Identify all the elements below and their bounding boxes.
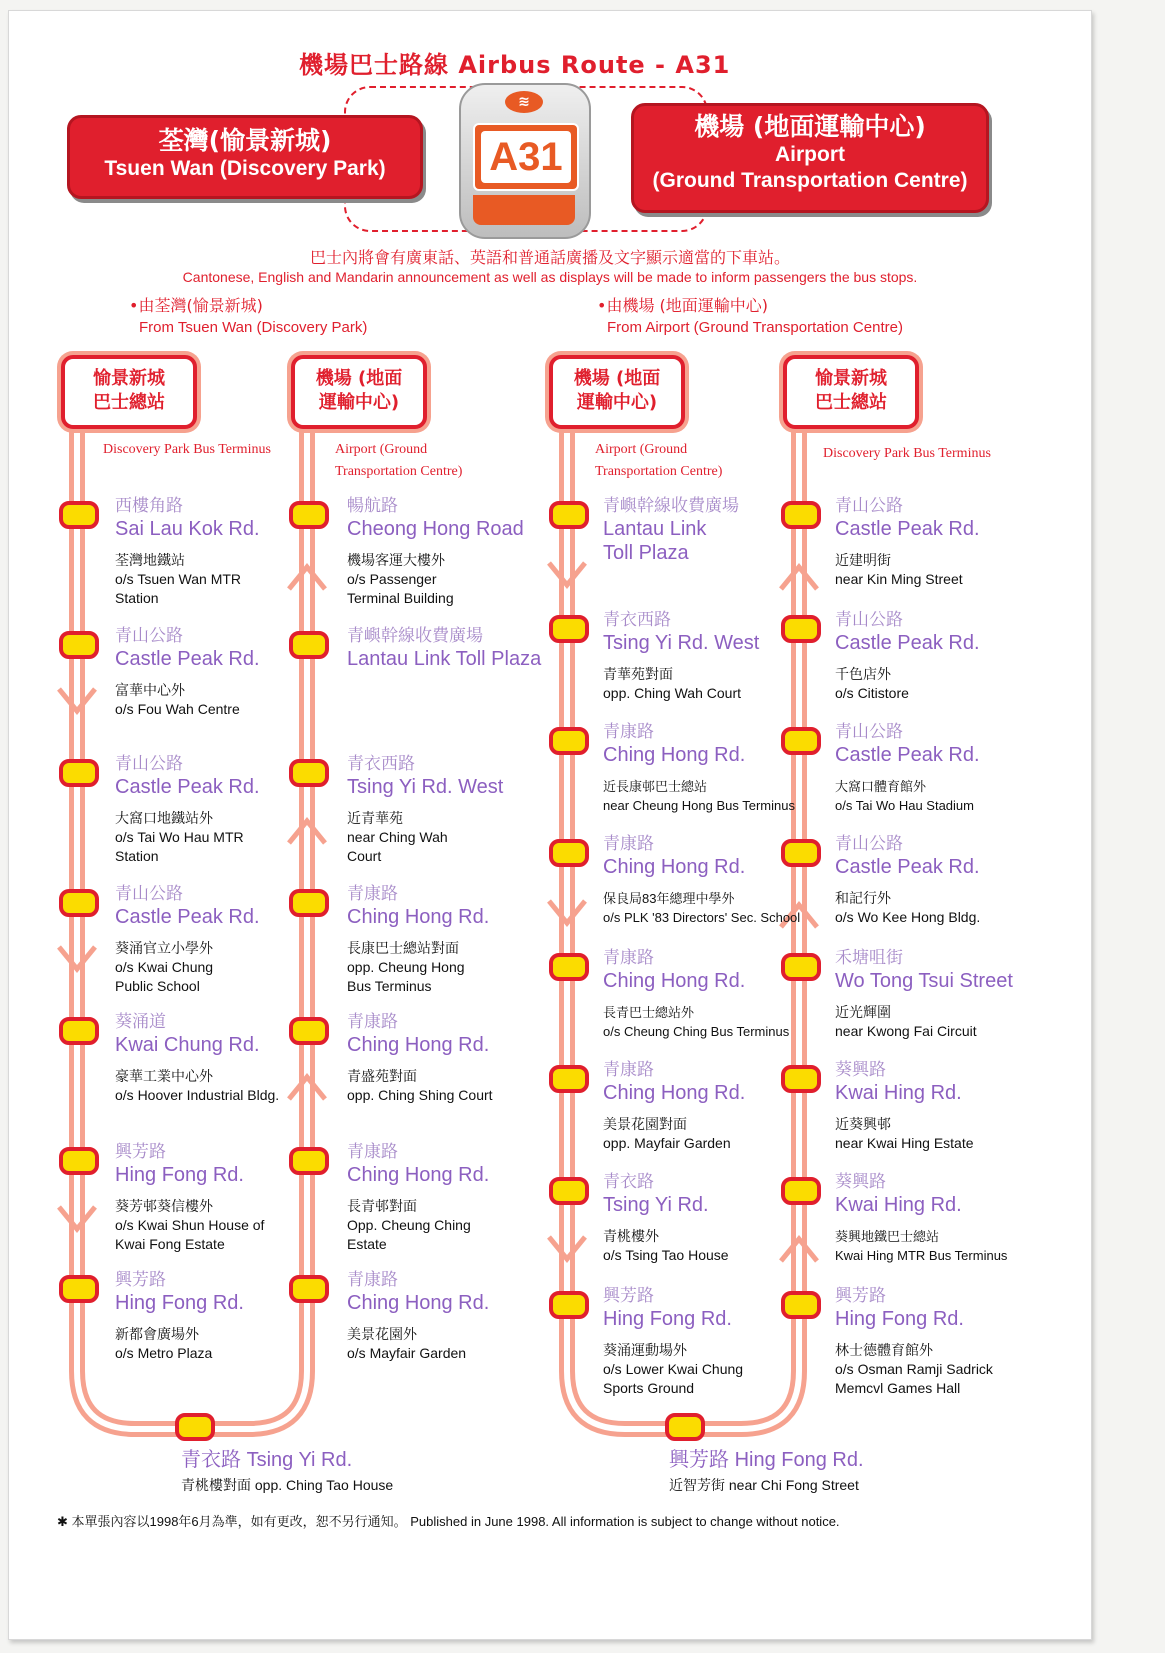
stop-description: 富華中心外 o/s Fou Wah Centre <box>115 682 240 717</box>
stop-description: 青桃樓對面 opp. Ching Tao House <box>181 1477 394 1493</box>
direction-from-airport: •由機場 (地面運輸中心) From Airport (Ground Transportation Centre) <box>597 296 903 336</box>
notice-chinese: 巴士內將會有廣東話、英語和普通話廣播及文字顯示適當的下車站。 <box>309 248 790 267</box>
stop-description: 千色店外 o/s Citistore <box>835 666 909 701</box>
bus-stop-marker <box>781 1291 821 1319</box>
bus-stop-marker <box>665 1413 705 1441</box>
bus-stop-marker <box>781 615 821 643</box>
stop-name: 葵涌道 Kwai Chung Rd. <box>115 1012 260 1056</box>
bus-stop-marker <box>289 1275 329 1303</box>
bus-stop-marker <box>549 615 589 643</box>
stop-description: 大窩口地鐵站外 o/s Tai Wo Hau MTR Station <box>115 810 244 864</box>
stop-description: 葵興地鐵巴士總站 Kwai Hing MTR Bus Terminus <box>835 1229 1008 1263</box>
bus-stop-marker <box>781 727 821 755</box>
terminus-tsuen-wan: 荃灣(愉景新城) Tsuen Wan (Discovery Park) <box>67 115 423 199</box>
route-number: A31 <box>481 131 571 183</box>
stop-description: 美景花園外 o/s Mayfair Garden <box>347 1326 467 1361</box>
bus-stop-marker <box>549 1177 589 1205</box>
bus-stop-marker <box>59 889 99 917</box>
stop-name: 青衣西路 Tsing Yi Rd. West <box>603 610 760 654</box>
bus-stop-marker <box>59 759 99 787</box>
bus-stop-marker <box>59 1147 99 1175</box>
stop-name: 青山公路 Castle Peak Rd. <box>835 496 980 540</box>
stop-description: 新都會廣場外 o/s Metro Plaza <box>115 1326 213 1361</box>
stop-name: 興芳路 Hing Fong Rd. <box>115 1270 244 1314</box>
stop-description: 機場客運大樓外 o/s Passenger Terminal Building <box>347 552 454 606</box>
page-title: 機場巴士路線 Airbus Route - A31 <box>299 51 731 79</box>
terminus-airport: 機場 (地面運輸中心) Airport (Ground Transportation Centre) <box>631 103 989 213</box>
stop-name: 青康路 Ching Hong Rd. <box>347 1142 490 1186</box>
bus-stop-marker <box>549 727 589 755</box>
bus-stop-marker <box>549 839 589 867</box>
bus-stop-marker <box>549 1291 589 1319</box>
stop-description: 青華苑對面 opp. Ching Wah Court <box>603 666 741 701</box>
stop-name: 青衣西路 Tsing Yi Rd. West <box>347 754 504 798</box>
bus-stop-marker <box>175 1413 215 1441</box>
bus-stop-marker <box>549 501 589 529</box>
bus-stop-marker <box>289 759 329 787</box>
stop-name: 青山公路 Castle Peak Rd. <box>115 754 260 798</box>
terminal-airport-en: Airport (Ground Transportation Centre) <box>595 442 723 479</box>
stop-description: 葵涌官立小學外 o/s Kwai Chung Public School <box>115 940 214 994</box>
stop-description: 近葵興邨 near Kwai Hing Estate <box>835 1116 974 1151</box>
bus-stop-marker <box>289 889 329 917</box>
stop-name: 青衣路 Tsing Yi Rd. <box>603 1172 709 1216</box>
bus-stop-marker <box>59 501 99 529</box>
stop-name: 青山公路 Castle Peak Rd. <box>835 834 980 878</box>
stop-description: 大窩口體育館外 o/s Tai Wo Hau Stadium <box>835 779 974 813</box>
stop-name: 青山公路 Castle Peak Rd. <box>115 626 260 670</box>
stop-description: 葵芳邨葵信樓外 o/s Kwai Shun House of Kwai Fong Estate <box>115 1198 265 1252</box>
stop-name: 興芳路 Hing Fong Rd. <box>603 1286 732 1330</box>
stop-name: 青康路 Ching Hong Rd. <box>347 1270 490 1314</box>
stop-name: 葵興路 Kwai Hing Rd. <box>835 1060 962 1104</box>
stop-description: 近智芳街 near Chi Fong Street <box>669 1477 859 1493</box>
stop-name: 青嶼幹線收費廣場 Lantau Link Toll Plaza <box>603 496 739 564</box>
stop-name: 青山公路 Castle Peak Rd. <box>835 610 980 654</box>
bus-stop-marker <box>781 501 821 529</box>
stop-name: 青康路 Ching Hong Rd. <box>347 884 490 928</box>
bus-stop-marker <box>781 953 821 981</box>
terminal-discovery-park: 愉景新城 巴士總站 <box>783 355 919 429</box>
notice-english: Cantonese, English and Mandarin announcement as well as displays will be made to inform passengers the bus stops. <box>182 269 918 285</box>
bus-stop-marker <box>289 1017 329 1045</box>
stop-description: 葵涌運動場外 o/s Lower Kwai Chung Sports Ground <box>603 1342 744 1396</box>
bus-stop-marker <box>59 1017 99 1045</box>
terminal-airport: 機場 (地面 運輸中心) <box>291 355 427 429</box>
bus-stop-marker <box>781 1177 821 1205</box>
stop-name: 青山公路 Castle Peak Rd. <box>115 884 260 928</box>
terminal-discovery-park-en: Discovery Park Bus Terminus <box>103 442 271 457</box>
stop-name: 青山公路 Castle Peak Rd. <box>835 722 980 766</box>
stop-description: 近青華苑 near Ching Wah Court <box>347 810 448 864</box>
stop-description: 長康巴士總站對面 opp. Cheung Hong Bus Terminus <box>347 940 465 994</box>
stop-name: 興芳路 Hing Fong Rd. <box>669 1449 864 1471</box>
stop-name: 青康路 Ching Hong Rd. <box>603 1060 746 1104</box>
stop-name: 青康路 Ching Hong Rd. <box>603 722 746 766</box>
bus-stop-marker <box>59 631 99 659</box>
route-leaflet <box>8 10 1092 1640</box>
stop-description: 青盛苑對面 opp. Ching Shing Court <box>347 1068 493 1103</box>
bus-stop-marker <box>289 1147 329 1175</box>
stop-name: 青康路 Ching Hong Rd. <box>603 948 746 992</box>
stop-description: 豪華工業中心外 o/s Hoover Industrial Bldg. <box>115 1068 280 1103</box>
stop-description: 荃灣地鐵站 o/s Tsuen Wan MTR Station <box>115 552 242 606</box>
bus-stop-marker <box>289 631 329 659</box>
stop-name: 禾塘咀街 Wo Tong Tsui Street <box>835 948 1013 992</box>
stop-name: 青康路 Ching Hong Rd. <box>603 834 746 878</box>
bus-stop-marker <box>549 1065 589 1093</box>
stop-description: 保良局83年總理中學外 o/s PLK '83 Directors' Sec. School <box>603 891 801 925</box>
bus-stop-marker <box>289 501 329 529</box>
stop-name: 青嶼幹線收費廣場 Lantau Link Toll Plaza <box>347 626 542 670</box>
bus-stop-marker <box>781 1065 821 1093</box>
terminal-discovery-park: 愉景新城 巴士總站 <box>61 355 197 429</box>
stop-description: 近建明街 near Kin Ming Street <box>835 552 963 587</box>
stop-description: 長青巴士總站外 o/s Cheung Ching Bus Terminus <box>603 1005 790 1039</box>
stop-name: 興芳路 Hing Fong Rd. <box>115 1142 244 1186</box>
terminal-discovery-park-en: Discovery Park Bus Terminus <box>823 446 991 461</box>
stop-description: 美景花園對面 opp. Mayfair Garden <box>603 1116 731 1151</box>
terminal-airport-en: Airport (Ground Transportation Centre) <box>335 442 463 479</box>
stop-description: 青桃樓外 o/s Tsing Tao House <box>603 1228 729 1263</box>
bus-logo-icon: ≋ <box>505 91 543 113</box>
stop-name: 西樓角路 Sai Lau Kok Rd. <box>115 496 260 540</box>
terminal-airport: 機場 (地面 運輸中心) <box>549 355 685 429</box>
stop-description: 近光輝圍 near Kwong Fai Circuit <box>835 1004 977 1039</box>
stop-description: 近長康邨巴士總站 near Cheung Hong Bus Terminus <box>603 779 795 813</box>
bus-stop-marker <box>549 953 589 981</box>
footer-disclaimer: ✱ 本單張內容以1998年6月為準，如有更改，恕不另行通知。 Published in June 1998. All information is subject to change without notice. <box>57 1514 840 1529</box>
stop-name: 葵興路 Kwai Hing Rd. <box>835 1172 962 1216</box>
stop-name: 青康路 Ching Hong Rd. <box>347 1012 490 1056</box>
stop-description: 和記行外 o/s Wo Kee Hong Bldg. <box>835 890 981 925</box>
bus-stop-marker <box>59 1275 99 1303</box>
direction-from-tsuen-wan: •由荃灣(愉景新城) From Tsuen Wan (Discovery Park) <box>129 296 368 336</box>
stop-name: 暢航路 Cheong Hong Road <box>347 496 524 540</box>
stop-name: 青衣路 Tsing Yi Rd. <box>181 1449 353 1471</box>
stop-description: 長青邨對面 Opp. Cheung Ching Estate <box>347 1198 471 1252</box>
bus-stop-marker <box>781 839 821 867</box>
stop-name: 興芳路 Hing Fong Rd. <box>835 1286 964 1330</box>
stop-description: 林士德體育館外 o/s Osman Ramji Sadrick Memcvl Games Hall <box>835 1342 993 1396</box>
